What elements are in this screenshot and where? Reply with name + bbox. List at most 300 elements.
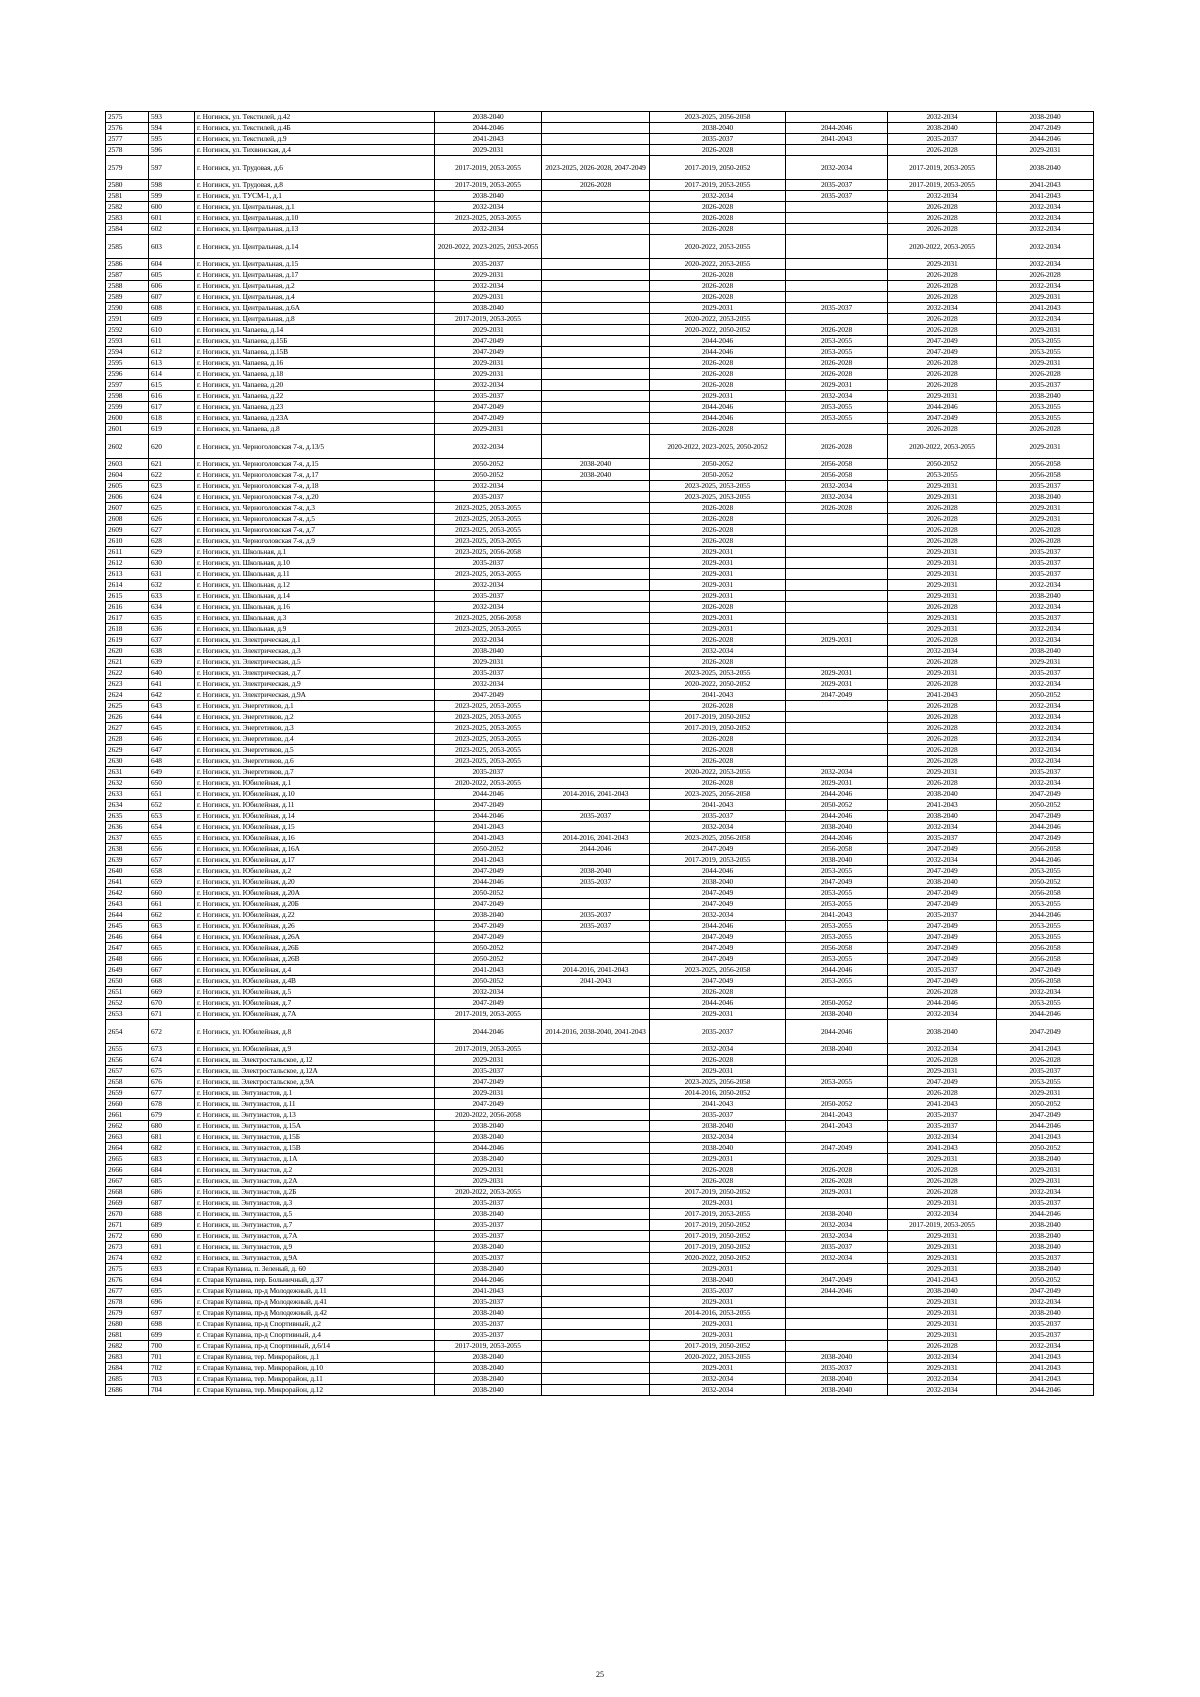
- table-row: [106, 1121, 1094, 1132]
- table-cell: 2023-2025, 2056-2058: [435, 547, 542, 558]
- table-cell: 2053-2055: [997, 336, 1094, 347]
- table-cell: 643: [149, 701, 195, 712]
- table-cell: 2677: [106, 1286, 149, 1297]
- table-cell: 2026-2028: [888, 701, 997, 712]
- schedule-table: [105, 111, 1094, 1396]
- table-cell: 2044-2046: [435, 789, 542, 800]
- table-cell: 2615: [106, 591, 149, 602]
- table-cell: [542, 1264, 650, 1275]
- table-cell: [542, 1209, 650, 1220]
- table-cell: [786, 756, 888, 767]
- table-row: [106, 1330, 1094, 1341]
- table-cell: 2026-2028: [650, 1165, 786, 1176]
- table-row: [106, 459, 1094, 470]
- table-cell: 2041-2043: [997, 303, 1094, 314]
- table-cell: 2032-2034: [997, 202, 1094, 213]
- table-cell: 2041-2043: [650, 1099, 786, 1110]
- table-cell: 676: [149, 1077, 195, 1088]
- table-cell: г. Ногинск, ул. Энергетиков, д.2: [195, 712, 435, 723]
- table-cell: 2590: [106, 303, 149, 314]
- table-cell: 679: [149, 1110, 195, 1121]
- table-cell: 2026-2028: [888, 657, 997, 668]
- table-cell: 2608: [106, 514, 149, 525]
- table-cell: 2029-2031: [786, 668, 888, 679]
- table-cell: 2029-2031: [997, 1165, 1094, 1176]
- table-cell: 2026-2028: [786, 1176, 888, 1187]
- table-cell: 2047-2049: [435, 866, 542, 877]
- table-cell: 2029-2031: [650, 1009, 786, 1020]
- table-cell: [542, 822, 650, 833]
- table-cell: 2026-2028: [650, 657, 786, 668]
- table-cell: 2653: [106, 1009, 149, 1020]
- table-cell: 2662: [106, 1121, 149, 1132]
- table-row: [106, 1055, 1094, 1066]
- table-cell: г. Ногинск, ул. Электрическая, д.9А: [195, 690, 435, 701]
- table-cell: 2017-2019, 2053-2055: [888, 180, 997, 191]
- table-cell: 695: [149, 1286, 195, 1297]
- table-cell: [542, 303, 650, 314]
- table-cell: 2026-2028: [888, 1176, 997, 1187]
- table-cell: [542, 569, 650, 580]
- table-cell: 2660: [106, 1099, 149, 1110]
- table-cell: [542, 481, 650, 492]
- table-cell: г. Ногинск, ул. Трудовая, д.6: [195, 156, 435, 180]
- table-cell: 2029-2031: [435, 145, 542, 156]
- table-cell: 698: [149, 1319, 195, 1330]
- table-cell: 2020-2022, 2053-2055: [650, 259, 786, 270]
- table-cell: 2050-2052: [650, 470, 786, 481]
- table-cell: [542, 1154, 650, 1165]
- table-cell: г. Ногинск, ул. Черноголовская 7-я, д.17: [195, 470, 435, 481]
- table-cell: 2029-2031: [888, 580, 997, 591]
- table-cell: [542, 987, 650, 998]
- table-cell: г. Ногинск, ул. Юбилейная, д.10: [195, 789, 435, 800]
- table-cell: [542, 1009, 650, 1020]
- table-cell: 2032-2034: [888, 1352, 997, 1363]
- table-cell: 2635: [106, 811, 149, 822]
- table-cell: г. Ногинск, ул. Центральная, д.1: [195, 202, 435, 213]
- table-cell: г. Ногинск, ш. Энтузиастов, д.1: [195, 1088, 435, 1099]
- table-cell: 614: [149, 369, 195, 380]
- table-cell: 615: [149, 380, 195, 391]
- table-cell: 2672: [106, 1231, 149, 1242]
- table-cell: 2050-2052: [435, 470, 542, 481]
- table-cell: 2035-2037: [542, 921, 650, 932]
- table-cell: 2041-2043: [997, 1363, 1094, 1374]
- table-cell: 2023-2025, 2053-2055: [435, 514, 542, 525]
- table-cell: 2029-2031: [650, 1330, 786, 1341]
- table-cell: г. Ногинск, ул. Чапаева, д.20: [195, 380, 435, 391]
- table-cell: 2029-2031: [888, 1154, 997, 1165]
- table-cell: 2032-2034: [888, 303, 997, 314]
- table-cell: г. Ногинск, ул. Чапаева, д.14: [195, 325, 435, 336]
- table-row: [106, 844, 1094, 855]
- table-body: [106, 112, 1094, 1396]
- table-cell: 2038-2040: [997, 1242, 1094, 1253]
- table-cell: 2032-2034: [997, 580, 1094, 591]
- table-cell: 2032-2034: [786, 156, 888, 180]
- table-cell: 2053-2055: [786, 1077, 888, 1088]
- table-cell: 2053-2055: [786, 888, 888, 899]
- table-cell: 2044-2046: [888, 998, 997, 1009]
- table-cell: 2029-2031: [888, 1308, 997, 1319]
- table-cell: [542, 1187, 650, 1198]
- table-cell: 2047-2049: [435, 1077, 542, 1088]
- table-cell: 620: [149, 435, 195, 459]
- table-cell: 2023-2025, 2053-2055: [435, 536, 542, 547]
- table-cell: 2026-2028: [888, 314, 997, 325]
- table-cell: 2026-2028: [997, 270, 1094, 281]
- table-cell: 650: [149, 778, 195, 789]
- table-row: [106, 156, 1094, 180]
- table-cell: [542, 1308, 650, 1319]
- table-row: [106, 646, 1094, 657]
- table-cell: 2017-2019, 2053-2055: [435, 1044, 542, 1055]
- table-cell: 2038-2040: [786, 822, 888, 833]
- table-cell: г. Ногинск, ул. Чапаева, д.23А: [195, 413, 435, 424]
- table-cell: [542, 369, 650, 380]
- table-cell: 2670: [106, 1209, 149, 1220]
- table-cell: [542, 213, 650, 224]
- table-cell: 2047-2049: [997, 1020, 1094, 1044]
- table-cell: г. Старая Купавна, пер. Больничный, д.37: [195, 1275, 435, 1286]
- table-cell: 2035-2037: [997, 380, 1094, 391]
- table-cell: 2038-2040: [786, 1044, 888, 1055]
- table-row: [106, 1264, 1094, 1275]
- table-cell: г. Ногинск, ш. Энтузиастов, д.9А: [195, 1253, 435, 1264]
- table-cell: 2651: [106, 987, 149, 998]
- table-cell: [542, 336, 650, 347]
- table-cell: 2029-2031: [650, 1264, 786, 1275]
- table-cell: 618: [149, 413, 195, 424]
- table-cell: г. Ногинск, ул. Текстилей, д.42: [195, 112, 435, 123]
- table-cell: 671: [149, 1009, 195, 1020]
- table-cell: 2032-2034: [435, 987, 542, 998]
- table-cell: 2035-2037: [786, 303, 888, 314]
- table-cell: г. Ногинск, ул. Электрическая, д.1: [195, 635, 435, 646]
- table-row: [106, 191, 1094, 202]
- table-cell: г. Старая Купавна, тер. Микрорайон, д.11: [195, 1374, 435, 1385]
- table-cell: 2026-2028: [888, 1165, 997, 1176]
- table-cell: 2020-2022, 2023-2025, 2053-2055: [435, 235, 542, 259]
- table-cell: 647: [149, 745, 195, 756]
- table-cell: [786, 591, 888, 602]
- table-cell: 2029-2031: [650, 1297, 786, 1308]
- table-cell: 2029-2031: [786, 679, 888, 690]
- table-cell: 667: [149, 965, 195, 976]
- table-cell: 2035-2037: [997, 1253, 1094, 1264]
- table-cell: 611: [149, 336, 195, 347]
- table-cell: 2026-2028: [888, 325, 997, 336]
- table-cell: г. Ногинск, ул. Энергетиков, д.7: [195, 767, 435, 778]
- table-cell: г. Ногинск, ул. Центральная, д.13: [195, 224, 435, 235]
- table-cell: 2050-2052: [997, 1143, 1094, 1154]
- table-cell: 2629: [106, 745, 149, 756]
- table-row: [106, 536, 1094, 547]
- table-cell: [786, 712, 888, 723]
- table-cell: 2047-2049: [997, 1286, 1094, 1297]
- table-cell: 2586: [106, 259, 149, 270]
- table-cell: 2056-2058: [997, 459, 1094, 470]
- table-cell: 2020-2022, 2050-2052: [650, 679, 786, 690]
- table-cell: 2632: [106, 778, 149, 789]
- table-cell: 2029-2031: [786, 1187, 888, 1198]
- table-cell: 2599: [106, 402, 149, 413]
- table-cell: [786, 1264, 888, 1275]
- table-row: [106, 789, 1094, 800]
- table-cell: 2026-2028: [888, 281, 997, 292]
- table-cell: 2032-2034: [435, 202, 542, 213]
- table-cell: 2032-2034: [435, 224, 542, 235]
- table-cell: г. Старая Купавна, п. Зеленый, д. 60: [195, 1264, 435, 1275]
- table-cell: 2035-2037: [435, 1319, 542, 1330]
- table-cell: 2026-2028: [997, 424, 1094, 435]
- table-cell: г. Ногинск, ул. Школьная, д.10: [195, 558, 435, 569]
- table-cell: г. Ногинск, ул. ТУСМ-1, д.1: [195, 191, 435, 202]
- table-cell: 2029-2031: [650, 624, 786, 635]
- table-cell: 2032-2034: [650, 1044, 786, 1055]
- table-cell: 2056-2058: [997, 844, 1094, 855]
- table-cell: 2041-2043: [786, 134, 888, 145]
- table-cell: 2047-2049: [435, 413, 542, 424]
- table-cell: [542, 1099, 650, 1110]
- table-row: [106, 270, 1094, 281]
- table-row: [106, 833, 1094, 844]
- table-cell: [786, 1154, 888, 1165]
- table-row: [106, 657, 1094, 668]
- table-cell: 2624: [106, 690, 149, 701]
- table-cell: 2035-2037: [435, 1330, 542, 1341]
- table-cell: 2041-2043: [435, 1286, 542, 1297]
- table-cell: 2038-2040: [786, 1209, 888, 1220]
- table-cell: г. Ногинск, ул. Чапаева, д.22: [195, 391, 435, 402]
- table-cell: [542, 1319, 650, 1330]
- table-cell: г. Ногинск, ул. Чапаева, д.16: [195, 358, 435, 369]
- table-cell: 2029-2031: [997, 503, 1094, 514]
- table-cell: 2035-2037: [786, 1363, 888, 1374]
- table-row: [106, 402, 1094, 413]
- table-cell: г. Ногинск, ул. Энергетиков, д.6: [195, 756, 435, 767]
- table-cell: [542, 235, 650, 259]
- table-cell: 2032-2034: [997, 723, 1094, 734]
- table-cell: 2032-2034: [888, 855, 997, 866]
- table-cell: [542, 1231, 650, 1242]
- table-cell: 2038-2040: [650, 1275, 786, 1286]
- table-cell: 2026-2028: [888, 224, 997, 235]
- table-row: [106, 888, 1094, 899]
- table-cell: 2585: [106, 235, 149, 259]
- table-cell: 2023-2025, 2053-2055: [435, 525, 542, 536]
- table-cell: 2035-2037: [435, 591, 542, 602]
- table-row: [106, 292, 1094, 303]
- table-cell: [542, 745, 650, 756]
- table-cell: 2029-2031: [435, 270, 542, 281]
- table-cell: 2035-2037: [997, 558, 1094, 569]
- table-row: [106, 1044, 1094, 1055]
- table-cell: г. Старая Купавна, тер. Микрорайон, д.12: [195, 1385, 435, 1396]
- table-cell: 704: [149, 1385, 195, 1396]
- table-cell: 2038-2040: [650, 1121, 786, 1132]
- table-row: [106, 965, 1094, 976]
- table-cell: 2044-2046: [435, 1020, 542, 1044]
- table-cell: 2047-2049: [650, 932, 786, 943]
- table-cell: 2053-2055: [888, 470, 997, 481]
- table-cell: [542, 1275, 650, 1286]
- table-cell: 2029-2031: [435, 1176, 542, 1187]
- table-row: [106, 1132, 1094, 1143]
- table-cell: 2026-2028: [650, 213, 786, 224]
- table-cell: 2041-2043: [435, 822, 542, 833]
- table-cell: 2614: [106, 580, 149, 591]
- table-cell: 2038-2040: [435, 1154, 542, 1165]
- table-cell: 2683: [106, 1352, 149, 1363]
- table-cell: [542, 314, 650, 325]
- table-cell: 2038-2040: [650, 1143, 786, 1154]
- table-cell: [786, 701, 888, 712]
- table-cell: 2038-2040: [888, 1020, 997, 1044]
- table-cell: [542, 1121, 650, 1132]
- table-row: [106, 1341, 1094, 1352]
- table-cell: 2047-2049: [786, 1143, 888, 1154]
- table-cell: г. Ногинск, ул. Юбилейная, д.1: [195, 778, 435, 789]
- table-cell: 2600: [106, 413, 149, 424]
- table-cell: 2044-2046: [786, 123, 888, 134]
- table-cell: 2026-2028: [997, 1055, 1094, 1066]
- table-cell: 2047-2049: [786, 1275, 888, 1286]
- table-cell: 2038-2040: [997, 492, 1094, 503]
- table-cell: 2603: [106, 459, 149, 470]
- table-cell: г. Ногинск, ул. Школьная, д.16: [195, 602, 435, 613]
- table-cell: 2026-2028: [650, 635, 786, 646]
- table-cell: 2056-2058: [997, 954, 1094, 965]
- table-cell: 2047-2049: [997, 123, 1094, 134]
- table-cell: 2038-2040: [435, 1242, 542, 1253]
- table-cell: 2026-2028: [650, 778, 786, 789]
- table-cell: г. Ногинск, ул. Школьная, д.9: [195, 624, 435, 635]
- table-cell: 2050-2052: [997, 1275, 1094, 1286]
- table-cell: 2026-2028: [650, 503, 786, 514]
- table-cell: 633: [149, 591, 195, 602]
- table-cell: [786, 112, 888, 123]
- table-cell: 2035-2037: [997, 767, 1094, 778]
- table-cell: 664: [149, 932, 195, 943]
- table-cell: 636: [149, 624, 195, 635]
- table-cell: 2622: [106, 668, 149, 679]
- table-cell: г. Старая Купавна, пр-д Молодежный, д.11: [195, 1286, 435, 1297]
- table-cell: 2032-2034: [997, 1341, 1094, 1352]
- table-row: [106, 976, 1094, 987]
- table-cell: [542, 391, 650, 402]
- table-cell: 2576: [106, 123, 149, 134]
- table-cell: 2675: [106, 1264, 149, 1275]
- table-cell: 2668: [106, 1187, 149, 1198]
- table-cell: 2038-2040: [435, 303, 542, 314]
- table-cell: 2041-2043: [997, 1044, 1094, 1055]
- table-row: [106, 800, 1094, 811]
- table-row: [106, 745, 1094, 756]
- table-cell: г. Ногинск, ул. Текстилей, д.9: [195, 134, 435, 145]
- table-cell: 2041-2043: [435, 833, 542, 844]
- table-cell: 2621: [106, 657, 149, 668]
- table-cell: 2035-2037: [435, 1297, 542, 1308]
- table-cell: [786, 1308, 888, 1319]
- table-cell: 2035-2037: [435, 1231, 542, 1242]
- table-cell: 637: [149, 635, 195, 646]
- table-cell: 624: [149, 492, 195, 503]
- table-cell: [542, 259, 650, 270]
- table-cell: 2035-2037: [997, 613, 1094, 624]
- table-cell: [542, 723, 650, 734]
- table-cell: г. Ногинск, ш. Энтузиастов, д.5: [195, 1209, 435, 1220]
- table-cell: 2026-2028: [650, 145, 786, 156]
- table-cell: г. Ногинск, ул. Юбилейная, д.11: [195, 800, 435, 811]
- table-cell: 2659: [106, 1088, 149, 1099]
- table-cell: [786, 1066, 888, 1077]
- table-cell: 2047-2049: [888, 844, 997, 855]
- table-cell: 2026-2028: [888, 723, 997, 734]
- table-row: [106, 1066, 1094, 1077]
- table-cell: [786, 514, 888, 525]
- table-cell: 2038-2040: [435, 191, 542, 202]
- table-cell: 2032-2034: [650, 822, 786, 833]
- table-cell: [542, 325, 650, 336]
- table-cell: 2023-2025, 2053-2055: [435, 569, 542, 580]
- table-cell: 2637: [106, 833, 149, 844]
- table-cell: 2029-2031: [650, 1154, 786, 1165]
- table-cell: 2044-2046: [650, 402, 786, 413]
- table-cell: 661: [149, 899, 195, 910]
- table-cell: 2047-2049: [888, 899, 997, 910]
- table-cell: [786, 202, 888, 213]
- table-cell: 656: [149, 844, 195, 855]
- table-cell: 2029-2031: [435, 1055, 542, 1066]
- table-row: [106, 591, 1094, 602]
- table-cell: 2020-2022, 2023-2025, 2050-2052: [650, 435, 786, 459]
- table-cell: 2646: [106, 932, 149, 943]
- table-cell: 2642: [106, 888, 149, 899]
- table-cell: [542, 1176, 650, 1187]
- table-cell: 2029-2031: [997, 145, 1094, 156]
- table-cell: 672: [149, 1020, 195, 1044]
- table-cell: 2047-2049: [650, 899, 786, 910]
- table-cell: [786, 580, 888, 591]
- table-cell: 668: [149, 976, 195, 987]
- table-cell: 2032-2034: [888, 646, 997, 657]
- table-cell: 2020-2022, 2050-2052: [650, 1253, 786, 1264]
- table-cell: 599: [149, 191, 195, 202]
- table-cell: 2601: [106, 424, 149, 435]
- table-row: [106, 756, 1094, 767]
- table-cell: 2035-2037: [542, 811, 650, 822]
- table-cell: 2047-2049: [650, 976, 786, 987]
- table-cell: 2047-2049: [997, 1110, 1094, 1121]
- table-cell: 2050-2052: [435, 459, 542, 470]
- table-cell: 2047-2049: [997, 965, 1094, 976]
- table-cell: г. Старая Купавна, тер. Микрорайон, д.1: [195, 1352, 435, 1363]
- table-cell: 2580: [106, 180, 149, 191]
- table-cell: 2029-2031: [888, 1198, 997, 1209]
- table-cell: 619: [149, 424, 195, 435]
- table-cell: 2053-2055: [997, 866, 1094, 877]
- table-cell: 2035-2037: [888, 910, 997, 921]
- table-cell: 2038-2040: [997, 1308, 1094, 1319]
- table-cell: 2029-2031: [997, 435, 1094, 459]
- table-row: [106, 910, 1094, 921]
- table-row: [106, 435, 1094, 459]
- table-cell: [542, 591, 650, 602]
- table-cell: 2032-2034: [650, 191, 786, 202]
- table-cell: 2657: [106, 1066, 149, 1077]
